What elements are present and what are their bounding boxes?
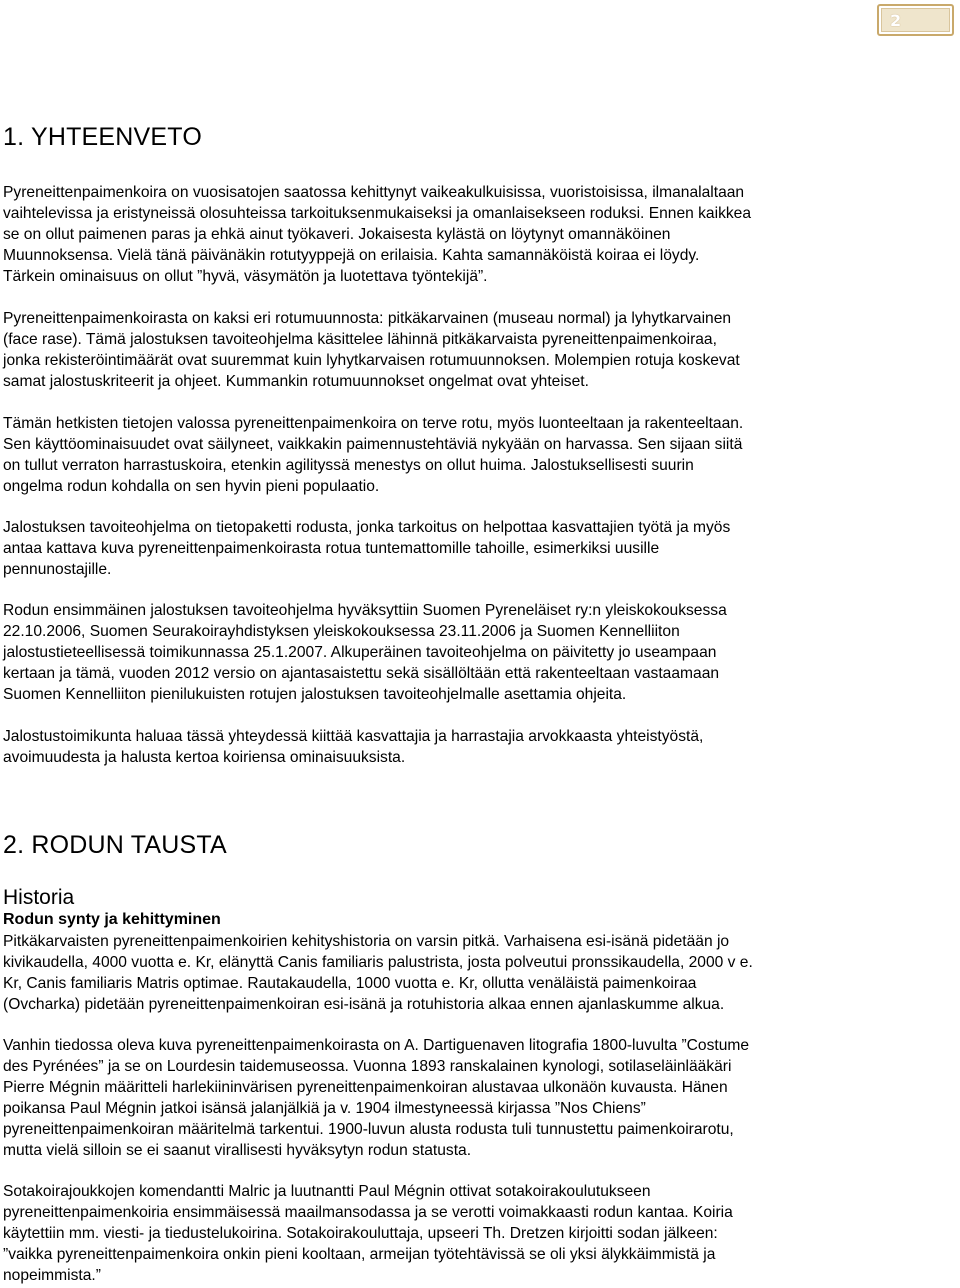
text-line: ongelma rodun kohdalla on sen hyvin pieni populaatio. bbox=[3, 477, 380, 495]
text-line: käytettiin mm. viesti- ja tiedustelukoirina. Sotakoirakouluttaja, upseeri Th. Dretzen kirjoitti sodan jälkeen: bbox=[3, 1224, 718, 1242]
text-line: (Ovcharka) pidetään pyreneittenpaimenkoiran esi-isänä ja rotuhistoria alkaa ennen ajanlaskumme alkua. bbox=[3, 995, 725, 1013]
text-line: Tämän hetkisten tietojen valossa pyreneittenpaimenkoira on terve rotu, myös luonteeltaan ja rakenteeltaan. bbox=[3, 415, 744, 432]
text-line: samat jalostuskriteerit ja ohjeet. Kummankin rotumuunnokset ongelmat ovat yhteiset. bbox=[3, 372, 589, 390]
text-line: 22.10.2006, Suomen Seurakoirayhdistyksen yleiskokouksessa 23.11.2006 ja Suomen Kennelliiton bbox=[3, 622, 680, 640]
text-line: pennunostajille. bbox=[3, 560, 112, 578]
text-line: Muunnoksensa. Vielä tänä päivänäkin rotutyyppejä on erilaisia. Kahta samannäköistä koiraa ei löydy. bbox=[3, 246, 700, 264]
text-line: (face rase). Tämä jalostuksen tavoiteohjelma käsittelee lähinnä pitkäkarvaista pyreneittenpaimenkoiraa, bbox=[3, 330, 717, 348]
text-line: Pyreneittenpaimenkoirasta on kaksi eri rotumuunnosta: pitkäkarvainen (museau normal) ja lyhytkarvainen bbox=[3, 310, 732, 327]
text-line: avoimuudesta ja halusta kertoa koiriensa ominaisuuksista. bbox=[3, 748, 406, 766]
text-line: Kr, Canis familiaris Matris optimae. Rautakaudella, 1000 vuotta e. Kr, ollutta venäläistä paimenkoiraa bbox=[3, 974, 697, 992]
text-line: vaihtelevissa ja eristyneissä olosuhteissa tarkoituksenmukaiseksi ja omanlaisekseen roduksi. Ennen kaikkea bbox=[3, 204, 752, 222]
section-2-subheading: Rodun synty ja kehittyminen bbox=[3, 911, 221, 928]
text-line: antaa kattava kuva pyreneittenpaimenkoirasta rotua tuntemattomille tahoille, esimerkiksi uusille bbox=[3, 539, 660, 557]
page-number: 2 bbox=[881, 8, 950, 32]
text-line: Pyreneittenpaimenkoira on vuosisatojen saatossa kehittynyt vaikeakulkuisissa, vuoristoisissa, ilmanalaltaan bbox=[3, 184, 745, 201]
section-1-title: 1. YHTEENVETO bbox=[3, 123, 202, 151]
section-1-paragraph-1 bbox=[3, 183, 955, 288]
text-line: Jalostustoimikunta haluaa tässä yhteydessä kiittää kasvattajia ja harrastajia arvokkaasta yhteistyöstä, bbox=[3, 728, 704, 745]
text-line: jalostustieteellisessä toimikunnassa 25.1.2007. Alkuperäinen tavoiteohjelma on päivitetty jo useampaan bbox=[3, 643, 717, 661]
text-line: Suomen Kennelliiton pienilukuisten rotujen jalostuksen tavoiteohjelmalle asettamia ohjeita. bbox=[3, 685, 627, 703]
text-line: Jalostuksen tavoiteohjelma on tietopaketti rodusta, jonka tarkoitus on helpottaa kasvattajien työtä ja myös bbox=[3, 519, 731, 536]
text-line: Tärkein ominaisuus on ollut ”hyvä, väsymätön ja luotettava työntekijä”. bbox=[3, 267, 488, 285]
text-line: Pierre Mégnin määritteli harlekiininvärisen pyreneittenpaimenkoiran alustavaa ulkonäön kuvausta. Hänen bbox=[3, 1078, 728, 1096]
section-1-paragraph-2 bbox=[3, 309, 955, 393]
text-line: Vanhin tiedossa oleva kuva pyreneittenpaimenkoirasta on A. Dartiguenaven litografia 1800-luvulta ”Costume bbox=[3, 1037, 750, 1054]
page-number-badge bbox=[877, 4, 954, 36]
text-line: des Pyrénées” ja se on Lourdesin taidemuseossa. Vuonna 1893 ranskalainen kynologi, sotilaseläinlääkäri bbox=[3, 1057, 732, 1075]
text-line: poikansa Paul Mégnin jatkoi isänsä jalanjälkiä ja v. 1904 ilmestyneessä kirjassa ”Nos Chiens” bbox=[3, 1099, 646, 1117]
text-line: jonka rekisteröintimäärät ovat suuremmat kuin lyhytkarvaisen rotumuunnoksen. Molempien rotuja koskevat bbox=[3, 351, 740, 369]
text-line: Rodun ensimmäinen jalostuksen tavoiteohjelma hyväksyttiin Suomen Pyreneläiset ry:n yleiskokouksessa bbox=[3, 602, 727, 619]
section-1-paragraph-3 bbox=[3, 414, 955, 498]
section-1-paragraph-6 bbox=[3, 727, 955, 769]
section-2-paragraph-3 bbox=[3, 1182, 955, 1287]
text-line: pyreneittenpaimenkoiria ensimmäisessä maailmansodassa ja se verotti voimakkaasti rodun kantaa. Koiria bbox=[3, 1203, 733, 1221]
section-2-title: 2. RODUN TAUSTA bbox=[3, 831, 227, 859]
text-line: ”vaikka pyreneittenpaimenkoira onkin pieni kooltaan, armeijan työtehtävissä se oli yksi älykkäimmistä ja bbox=[3, 1245, 716, 1263]
text-line: nopeimmista.” bbox=[3, 1266, 101, 1284]
text-line: kertaan ja tämä, vuoden 2012 versio on ajantasaistettu sekä sisällöltään että rakenteeltaan vastaamaan bbox=[3, 664, 720, 682]
section-1-paragraph-4 bbox=[3, 518, 955, 581]
text-line: pyreneittenpaimenkoiran määritelmä tarkentui. 1900-luvun alusta rodusta tuli tunnustettu paimenkoirarotu, bbox=[3, 1120, 734, 1138]
text-line: Sen käyttöominaisuudet ovat säilyneet, vaikkakin paimennustehtäviä nykyään on harvassa. Sen sijaan siitä bbox=[3, 435, 743, 453]
text-line: on tullut verraton harrastuskoira, etenkin agilityssä menestys on ollut huima. Jalostuksellisesti suurin bbox=[3, 456, 694, 474]
section-1-paragraph-5 bbox=[3, 601, 955, 706]
text-line: Pitkäkarvaisten pyreneittenpaimenkoirien kehityshistoria on varsin pitkä. Varhaisena esi-isänä pidetään jo bbox=[3, 933, 730, 950]
text-line: se on ollut paimenen paras ja ehkä ainut työkaveri. Jokaisesta kylästä on löytynyt omannäköinen bbox=[3, 225, 671, 243]
text-line: kivikaudella, 4000 vuotta e. Kr, elänyttä Canis familiaris palustrista, josta polveutui pronssikaudella, 2000 v e. bbox=[3, 953, 753, 971]
section-2-paragraph-2 bbox=[3, 1036, 955, 1161]
text-line: Sotakoirajoukkojen komendantti Malric ja luutnantti Paul Mégnin ottivat sotakoirakoulutukseen bbox=[3, 1183, 651, 1200]
section-2-subtitle: Historia bbox=[3, 886, 75, 909]
section-2-paragraph-1 bbox=[3, 932, 955, 1016]
text-line: mutta vielä silloin se ei saanut virallisesti hyväksytyn rodun statusta. bbox=[3, 1141, 472, 1159]
